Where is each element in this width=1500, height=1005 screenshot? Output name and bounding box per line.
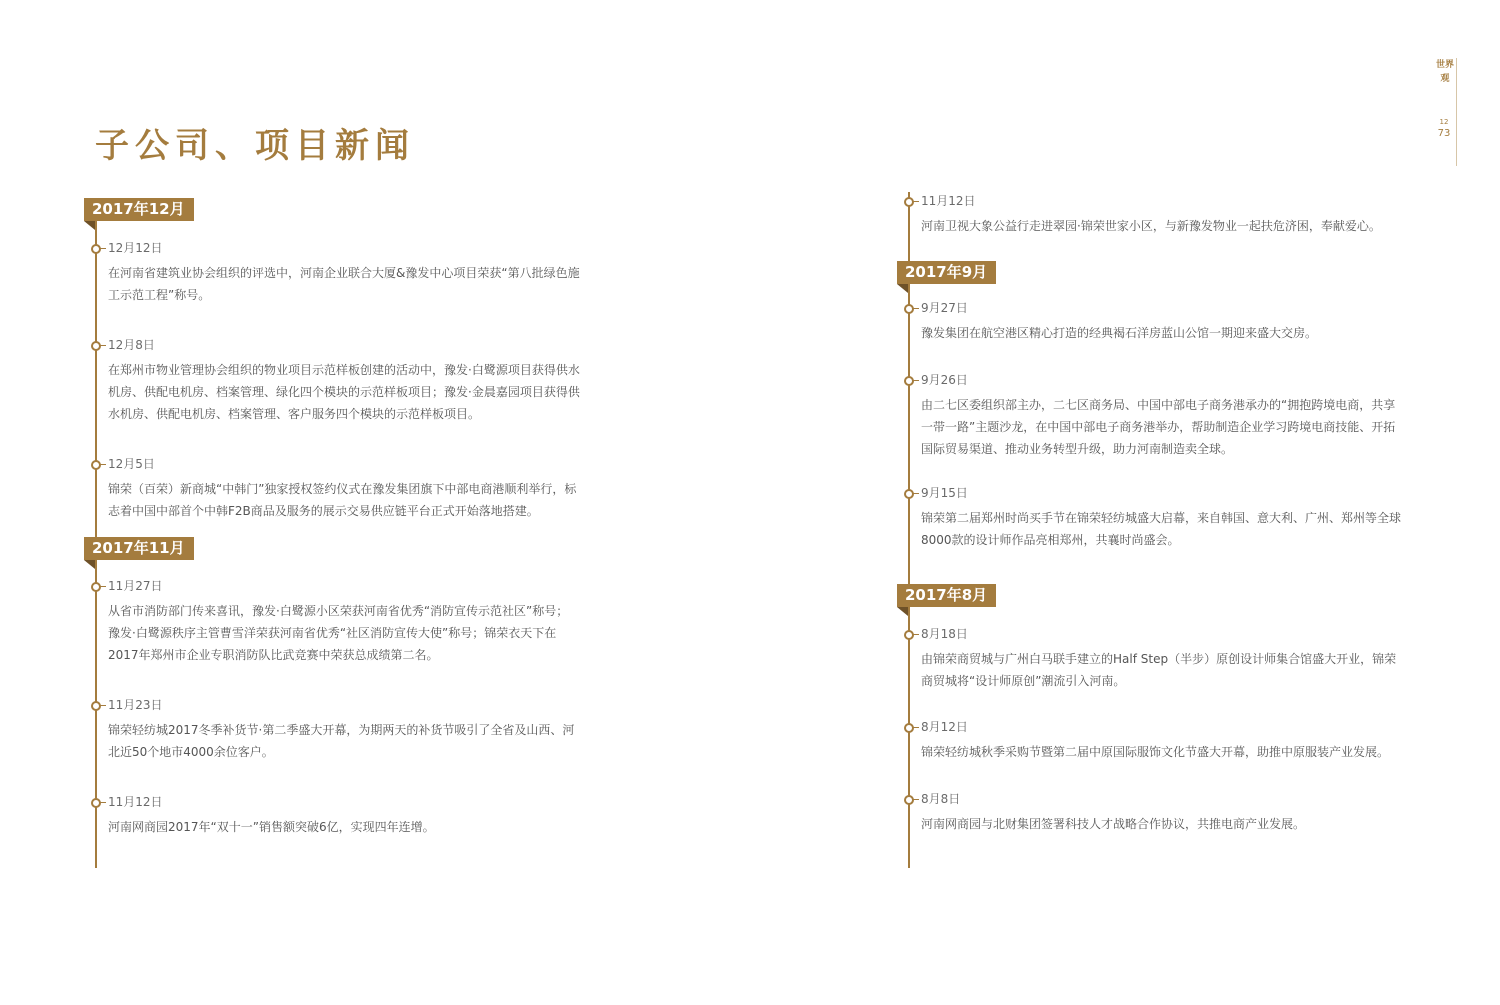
month-label: 2017年8月 (897, 584, 996, 607)
month-label: 2017年9月 (897, 261, 996, 284)
timeline-tick (100, 248, 106, 249)
entry-text: 河南网商园与北财集团签署科技人才战略合作协议，共推电商产业发展。 (921, 817, 1306, 831)
entry-date: 8月12日 (921, 720, 968, 734)
timeline-tick (913, 308, 919, 309)
entry-date: 8月18日 (921, 627, 968, 641)
entry-date: 11月12日 (108, 795, 163, 809)
section-label: 世界观 (1436, 60, 1455, 84)
entry-text: 锦荣第二届郑州时尚买手节在锦荣轻纺城盛大启幕，来自韩国、意大利、广州、郑州等全球8000款的设计师作品亮相郑州，共襄时尚盛会。 (921, 511, 1402, 547)
timeline-dot (904, 489, 914, 499)
timeline-tick (100, 464, 106, 465)
timeline-tick (100, 705, 106, 706)
timeline-tick (913, 634, 919, 635)
entry-text: 锦荣轻纺城秋季采购节暨第二届中原国际服饰文化节盛大开幕，助推中原服装产业发展。 (921, 745, 1390, 759)
entry-text: 豫发集团在航空港区精心打造的经典褐石洋房蓝山公馆一期迎来盛大交房。 (921, 326, 1318, 340)
timeline-dot (904, 630, 914, 640)
timeline-dot (91, 798, 101, 808)
timeline-tick (913, 727, 919, 728)
entry-text: 在郑州市物业管理协会组织的物业项目示范样板创建的活动中，豫发·白鹭源项目获得供水机房、供配电机房、档案管理、绿化四个模块的示范样板项目；豫发·金晨嘉园项目获得供水机房、供配电机房、档案管理、客户服务四个模块的示范样板项目。 (108, 363, 580, 421)
entry-date: 9月15日 (921, 486, 968, 500)
entry-text: 河南网商园2017年“双十一”销售额突破6亿，实现四年连增。 (108, 820, 435, 834)
entry-text: 从省市消防部门传来喜讯，豫发·白鹭源小区荣获河南省优秀“消防宣传示范社区”称号；豫发·白鹭源秩序主管曹雪洋荣获河南省优秀“社区消防宣传大使”称号；锦荣衣天下在2017年郑州市企业专职消防队比武竞赛中荣获总成绩第二名。 (108, 604, 569, 662)
timeline-dot (904, 376, 914, 386)
timeline-tick (100, 586, 106, 587)
page-current: 12 (1439, 118, 1449, 126)
timeline-dot (904, 723, 914, 733)
page-total: 73 (1437, 128, 1451, 139)
timeline-dot (904, 795, 914, 805)
entry-text: 锦荣（百荣）新商城“中韩门”独家授权签约仪式在豫发集团旗下中部电商港顺利举行，标志着中国中部首个中韩F2B商品及服务的展示交易供应链平台正式开始落地搭建。 (108, 482, 577, 518)
entry-date: 12月12日 (108, 241, 163, 255)
timeline-dot (904, 304, 914, 314)
timeline-dot (91, 582, 101, 592)
entry-text: 在河南省建筑业协会组织的评选中，河南企业联合大厦&豫发中心项目荣获“第八批绿色施工示范工程”称号。 (108, 266, 580, 302)
timeline-tick (100, 345, 106, 346)
timeline-tick (913, 799, 919, 800)
sidebar-divider (1456, 58, 1457, 166)
timeline-tick (100, 802, 106, 803)
timeline-axis (908, 192, 910, 868)
month-label: 2017年11月 (84, 537, 194, 560)
entry-text: 由二七区委组织部主办，二七区商务局、中国中部电子商务港承办的“拥抱跨境电商，共享一带一路”主题沙龙，在中国中部电子商务港举办，帮助制造企业学习跨境电商技能、开拓国际贸易渠道、推动业务转型升级，助力河南制造卖全球。 (921, 398, 1396, 456)
timeline-dot (91, 701, 101, 711)
entry-date: 8月8日 (921, 792, 961, 806)
timeline-tick (913, 493, 919, 494)
entry-date: 12月8日 (108, 338, 155, 352)
entry-date: 9月26日 (921, 373, 968, 387)
entry-date: 9月27日 (921, 301, 968, 315)
timeline-tick (913, 380, 919, 381)
timeline-dot (91, 341, 101, 351)
entry-text: 由锦荣商贸城与广州白马联手建立的Half Step（半步）原创设计师集合馆盛大开业，锦荣商贸城将“设计师原创”潮流引入河南。 (921, 652, 1397, 688)
entry-date: 11月12日 (921, 194, 976, 208)
page-title: 子公司、项目新闻 (95, 126, 415, 166)
entry-text: 锦荣轻纺城2017冬季补货节·第二季盛大开幕，为期两天的补货节吸引了全省及山西、河北近50个地市4000余位客户。 (108, 723, 575, 759)
timeline-dot (91, 244, 101, 254)
timeline-dot (904, 197, 914, 207)
timeline-tick (913, 201, 919, 202)
entry-date: 12月5日 (108, 457, 155, 471)
page-number (1432, 116, 1456, 140)
entry-date: 11月23日 (108, 698, 163, 712)
month-label: 2017年12月 (84, 198, 194, 221)
entry-date: 11月27日 (108, 579, 163, 593)
entry-text: 河南卫视大象公益行走进翠园·锦荣世家小区，与新豫发物业一起扶危济困，奉献爱心。 (921, 219, 1381, 233)
timeline-dot (91, 460, 101, 470)
